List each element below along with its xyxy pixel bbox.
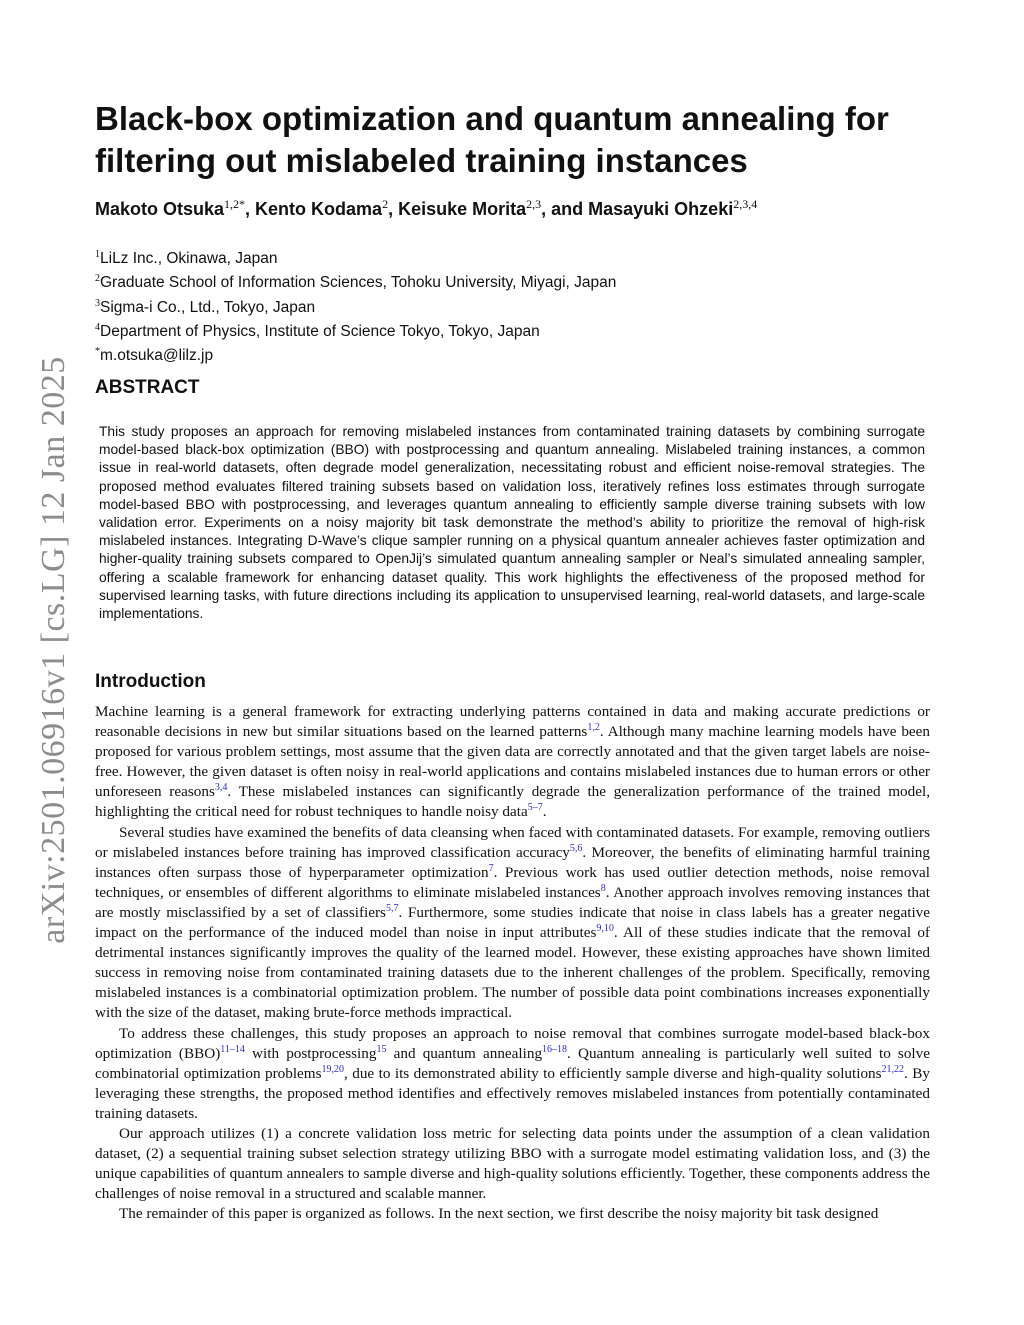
author-separator: , and	[541, 199, 589, 219]
author-affiliation-marker: 1,2*	[224, 197, 246, 211]
citation-link[interactable]: 3,4	[214, 782, 228, 794]
author-list	[95, 197, 757, 220]
citation-link[interactable]: 5–7	[527, 802, 543, 814]
affiliation-text: LiLz Inc., Okinawa, Japan	[100, 250, 278, 268]
paragraph-text: with postprocessing	[244, 1044, 377, 1062]
paragraph-text: . Although many machine learning models have been proposed for various problem settings, most assume that the given data are correctly annotated and that the given target labels are noise-free. However, the given dataset is often noisy in real-world applications and contains mislabeled instances due to human errors or other unforeseen reasons	[95, 723, 930, 801]
citation-link[interactable]: 11–14	[220, 1043, 245, 1055]
paragraph-text: . All of these studies indicate that the removal of detrimental instances significantly improves the quality of the learned model. However, these existing approaches have shown limited success in removing noise from contaminated training datasets due to the inherent challenges of the problem. Specifically, removing mislabeled instances is a combinatorial optimization problem. The number of possible data point combinations increases exponentially with the size of the dataset, making brute-force methods impractical.	[95, 924, 930, 1022]
author-separator: ,	[388, 199, 399, 219]
paragraph-text: , due to its demonstrated ability to efficiently sample diverse and high-quality solutions	[344, 1064, 882, 1082]
affiliation-line	[95, 342, 616, 366]
introduction-paragraph	[95, 702, 930, 823]
paragraph-text: Machine learning is a general framework for extracting underlying patterns contained in data and making accurate predictions or reasonable decisions in new but similar situations based on the learned patterns	[95, 703, 930, 741]
paragraph-text: To address these challenges, this study proposes an approach to noise removal that combines surrogate model-based black-box optimization (BBO)	[95, 1024, 930, 1062]
introduction-paragraph	[95, 1204, 930, 1224]
abstract-text: This study proposes an approach for removing mislabeled instances from contaminated training datasets by combining surrogate model-based black-box optimization (BBO) with postprocessing and quantum annealing. Mislabeled training instances, a common issue in real-world datasets, often degrade model generalization, necessitating robust and efficient noise-removal strategies. The proposed method evaluates filtered training subsets based on validation loss, iteratively refines loss estimates through surrogate model-based BBO with postprocessing, and leverages quantum annealing to efficiently sample diverse training subsets with low validation error. Experiments on a noisy majority bit task demonstrate the method’s ability to prioritize the removal of high-risk mislabeled instances. Integrating D-Wave’s clique sampler running on a physical quantum annealer achieves faster optimization and higher-quality training subsets compared to OpenJij’s simulated quantum annealing sampler or Neal’s simulated annealing sampler, offering a scalable framework for enhancing dataset quality. This work highlights the effectiveness of the proposed method for supervised learning tasks, with future directions including its application to unsupervised learning, real-world datasets, and large-scale implementations.	[99, 424, 925, 622]
citation-link[interactable]: 19,20	[321, 1063, 345, 1075]
paragraph-text: .	[542, 803, 547, 821]
affiliation-marker: 4	[95, 322, 100, 334]
abstract-heading: ABSTRACT	[95, 377, 200, 398]
citation-link[interactable]: 16–18	[542, 1043, 568, 1055]
affiliation-line	[95, 245, 616, 269]
citation-link[interactable]: 7	[488, 862, 494, 874]
author-name: Masayuki Ohzeki	[588, 199, 734, 219]
affiliation-marker: *	[95, 346, 100, 358]
affiliation-line	[95, 294, 616, 318]
affiliation-text: Graduate School of Information Sciences, Tohoku University, Miyagi, Japan	[100, 274, 617, 292]
paragraph-text: and quantum annealing	[386, 1044, 543, 1062]
paragraph-text: Several studies have examined the benefits of data cleansing when faced with contaminated datasets. For example, removing outliers or mislabeled instances before training has improved classification accuracy	[95, 823, 930, 861]
author-name: Keisuke Morita	[398, 199, 527, 219]
citation-link[interactable]: 9,10	[596, 922, 614, 934]
paragraph-text: . Furthermore, some studies indicate that noise in class labels has a greater negative impact on the performance of the induced model than noise in input attributes	[95, 903, 930, 942]
citation-link[interactable]: 5,6	[569, 842, 583, 854]
author-name: Kento Kodama	[255, 199, 383, 219]
affiliation-line	[95, 318, 616, 342]
arxiv-identifier-stamp: arXiv:2501.06916v1 [cs.LG] 12 Jan 2025	[35, 356, 72, 944]
citation-link[interactable]: 1,2	[587, 722, 600, 734]
paper-title: Black-box optimization and quantum annealing for filtering out mislabeled training instances	[95, 100, 889, 179]
citation-link[interactable]: 21,22	[881, 1063, 905, 1075]
paragraph-text: . Quantum annealing is particularly well suited to solve combinatorial optimization problems	[95, 1044, 930, 1082]
affiliation-text: Department of Physics, Institute of Science Tokyo, Tokyo, Japan	[100, 323, 540, 341]
author-name: Makoto Otsuka	[95, 199, 225, 219]
author-affiliation-marker: 2,3,4	[733, 197, 758, 211]
paragraph-text: . These mislabeled instances can significantly degrade the generalization performance of the trained model, highlighting the critical need for robust techniques to handle noisy data	[95, 783, 930, 821]
paragraph-text: . By leveraging these strengths, the proposed method identifies and effectively removes mislabeled instances from potentially contaminated training datasets.	[95, 1064, 930, 1122]
paragraph-text: The remainder of this paper is organized as follows. In the next section, we first describe the noisy majority bit task designed	[119, 1205, 879, 1223]
affiliation-text: Sigma-i Co., Ltd., Tokyo, Japan	[100, 298, 316, 316]
citation-link[interactable]: 5,7	[385, 902, 399, 914]
author-separator: ,	[245, 199, 256, 219]
paragraph-text: . Previous work has used outlier detection methods, noise removal techniques, or ensembles of different algorithms to eliminate mislabeled instances	[95, 863, 931, 901]
introduction-heading: Introduction	[95, 671, 206, 692]
citation-link[interactable]: 15	[376, 1043, 387, 1055]
paragraph-text: . Another approach involves removing instances that are mostly misclassified by a set of classifiers	[95, 883, 930, 921]
author-affiliation-marker: 2,3	[526, 197, 542, 211]
affiliation-text: m.otsuka@lilz.jp	[100, 347, 214, 365]
introduction-body	[95, 702, 930, 1224]
introduction-paragraph	[95, 1124, 930, 1204]
paragraph-text: Our approach utilizes (1) a concrete validation loss metric for selecting data points under the assumption of a clean validation dataset, (2) a sequential training subset selection strategy utilizing BBO with a surrogate model estimating validation loss, and (3) the unique capabilities of quantum annealers to sample diverse and high-quality solutions efficiently. Together, these components address the challenges of noise removal in a structured and scalable manner.	[95, 1124, 930, 1203]
author-affiliation-marker: 2	[382, 197, 389, 211]
citation-link[interactable]: 8	[600, 882, 606, 894]
affiliation-line	[95, 269, 616, 293]
affiliation-marker: 1	[95, 249, 100, 260]
paragraph-text: . Moreover, the benefits of eliminating harmful training instances often surpass those of hyperparameter optimization	[95, 843, 930, 881]
affiliation-marker: 3	[95, 297, 100, 309]
introduction-paragraph	[95, 823, 930, 1024]
introduction-paragraph	[95, 1024, 930, 1124]
affiliation-list	[95, 245, 616, 367]
affiliation-marker: 2	[95, 273, 100, 285]
